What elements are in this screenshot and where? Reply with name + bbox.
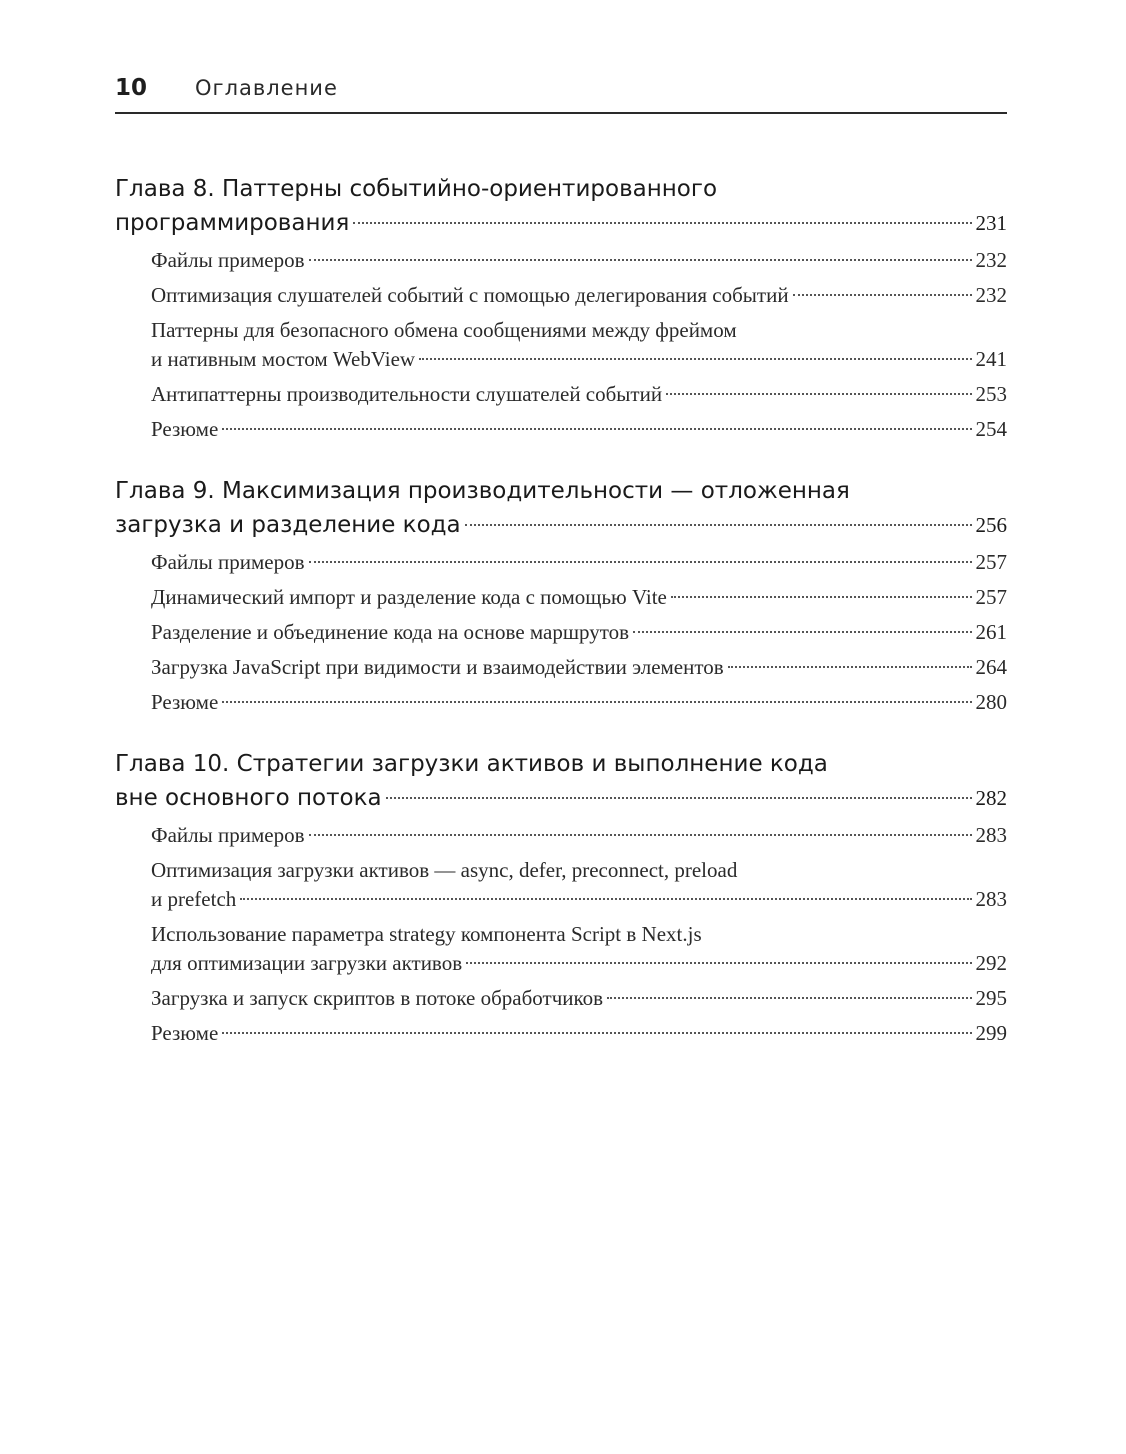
section-title: Файлы примеров [151, 248, 305, 272]
list-item [151, 1019, 1007, 1048]
list-item [151, 281, 1007, 310]
chapter-title [115, 747, 1007, 815]
list-item [151, 653, 1007, 682]
section-page: 280 [975, 690, 1007, 714]
list-item [151, 920, 1007, 978]
section-title: Антипаттерны производительности слушателей событий [151, 382, 663, 406]
dot-leader [633, 631, 971, 633]
section-page: 299 [975, 1021, 1007, 1045]
section-page: 253 [975, 382, 1007, 406]
list-item [151, 316, 1007, 374]
dot-leader [466, 962, 971, 964]
list-item [151, 415, 1007, 444]
section-list [115, 821, 1007, 1048]
table-of-contents [115, 172, 1007, 1078]
chapter-title-line1: Глава 10. Стратегии загрузки активов и выполнение кода [115, 751, 828, 777]
dot-leader [222, 428, 971, 430]
page-header [115, 72, 1007, 114]
chapter-page: 282 [975, 786, 1007, 810]
section-page: 261 [975, 620, 1007, 644]
section-title: и prefetch [151, 887, 237, 911]
chapter-page: 256 [975, 513, 1007, 537]
dot-leader [386, 797, 972, 799]
list-item [151, 984, 1007, 1013]
section-title: Резюме [151, 417, 219, 441]
dot-leader [309, 561, 972, 563]
list-item [151, 618, 1007, 647]
section-page: 232 [975, 248, 1007, 272]
dot-leader [419, 358, 971, 360]
section-title-line1: Паттерны для безопасного обмена сообщениями между фреймом [151, 318, 737, 342]
chapter-title [115, 172, 1007, 240]
section-title: Разделение и объединение кода на основе маршрутов [151, 620, 630, 644]
section-title: Загрузка JavaScript при видимости и взаимодействии элементов [151, 655, 724, 679]
section-title: Оптимизация слушателей событий с помощью делегирования событий [151, 283, 789, 307]
chapter-title-line1: Глава 8. Паттерны событийно-ориентированного [115, 176, 718, 202]
section-page: 257 [975, 585, 1007, 609]
section-title: и нативным мостом WebView [151, 347, 416, 371]
section-title-line1: Использование параметра strategy компонента Script в Next.js [151, 922, 702, 946]
section-page: 232 [975, 283, 1007, 307]
dot-leader [222, 701, 971, 703]
dot-leader [607, 997, 971, 999]
chapter-title-line1: Глава 9. Максимизация производительности — отложенная [115, 478, 850, 504]
section-page: 257 [975, 550, 1007, 574]
dot-leader [222, 1032, 971, 1034]
chapter-title-line2: вне основного потока [115, 785, 382, 811]
section-title: Загрузка и запуск скриптов в потоке обработчиков [151, 986, 604, 1010]
section-page: 264 [975, 655, 1007, 679]
list-item [151, 380, 1007, 409]
section-page: 283 [975, 823, 1007, 847]
list-item [151, 246, 1007, 275]
section-list [115, 246, 1007, 444]
section-page: 292 [975, 951, 1007, 975]
dot-leader [728, 666, 972, 668]
list-item [151, 548, 1007, 577]
list-item [151, 688, 1007, 717]
chapter-title-line2: программирования [115, 210, 350, 236]
section-title: Динамический импорт и разделение кода с помощью Vite [151, 585, 667, 609]
section-title: Файлы примеров [151, 550, 305, 574]
chapter-8 [115, 172, 1007, 444]
dot-leader [465, 524, 972, 526]
dot-leader [240, 898, 971, 900]
chapter-title-line2: загрузка и разделение кода [115, 512, 461, 538]
running-title: Оглавление [195, 76, 338, 100]
dot-leader [309, 259, 972, 261]
dot-leader [793, 294, 972, 296]
section-title: Файлы примеров [151, 823, 305, 847]
list-item [151, 583, 1007, 612]
section-title: Резюме [151, 1021, 219, 1045]
section-page: 295 [975, 986, 1007, 1010]
dot-leader [666, 393, 971, 395]
list-item [151, 821, 1007, 850]
dot-leader [309, 834, 972, 836]
section-list [115, 548, 1007, 717]
page-number: 10 [115, 75, 148, 101]
section-page: 241 [975, 347, 1007, 371]
list-item [151, 856, 1007, 914]
chapter-page: 231 [975, 211, 1007, 235]
chapter-10 [115, 747, 1007, 1048]
section-title-line1: Оптимизация загрузки активов — async, defer, preconnect, preload [151, 858, 738, 882]
chapter-9 [115, 474, 1007, 717]
dot-leader [353, 222, 971, 224]
section-title: Резюме [151, 690, 219, 714]
dot-leader [671, 596, 972, 598]
chapter-title [115, 474, 1007, 542]
section-title: для оптимизации загрузки активов [151, 951, 463, 975]
section-page: 283 [975, 887, 1007, 911]
section-page: 254 [975, 417, 1007, 441]
